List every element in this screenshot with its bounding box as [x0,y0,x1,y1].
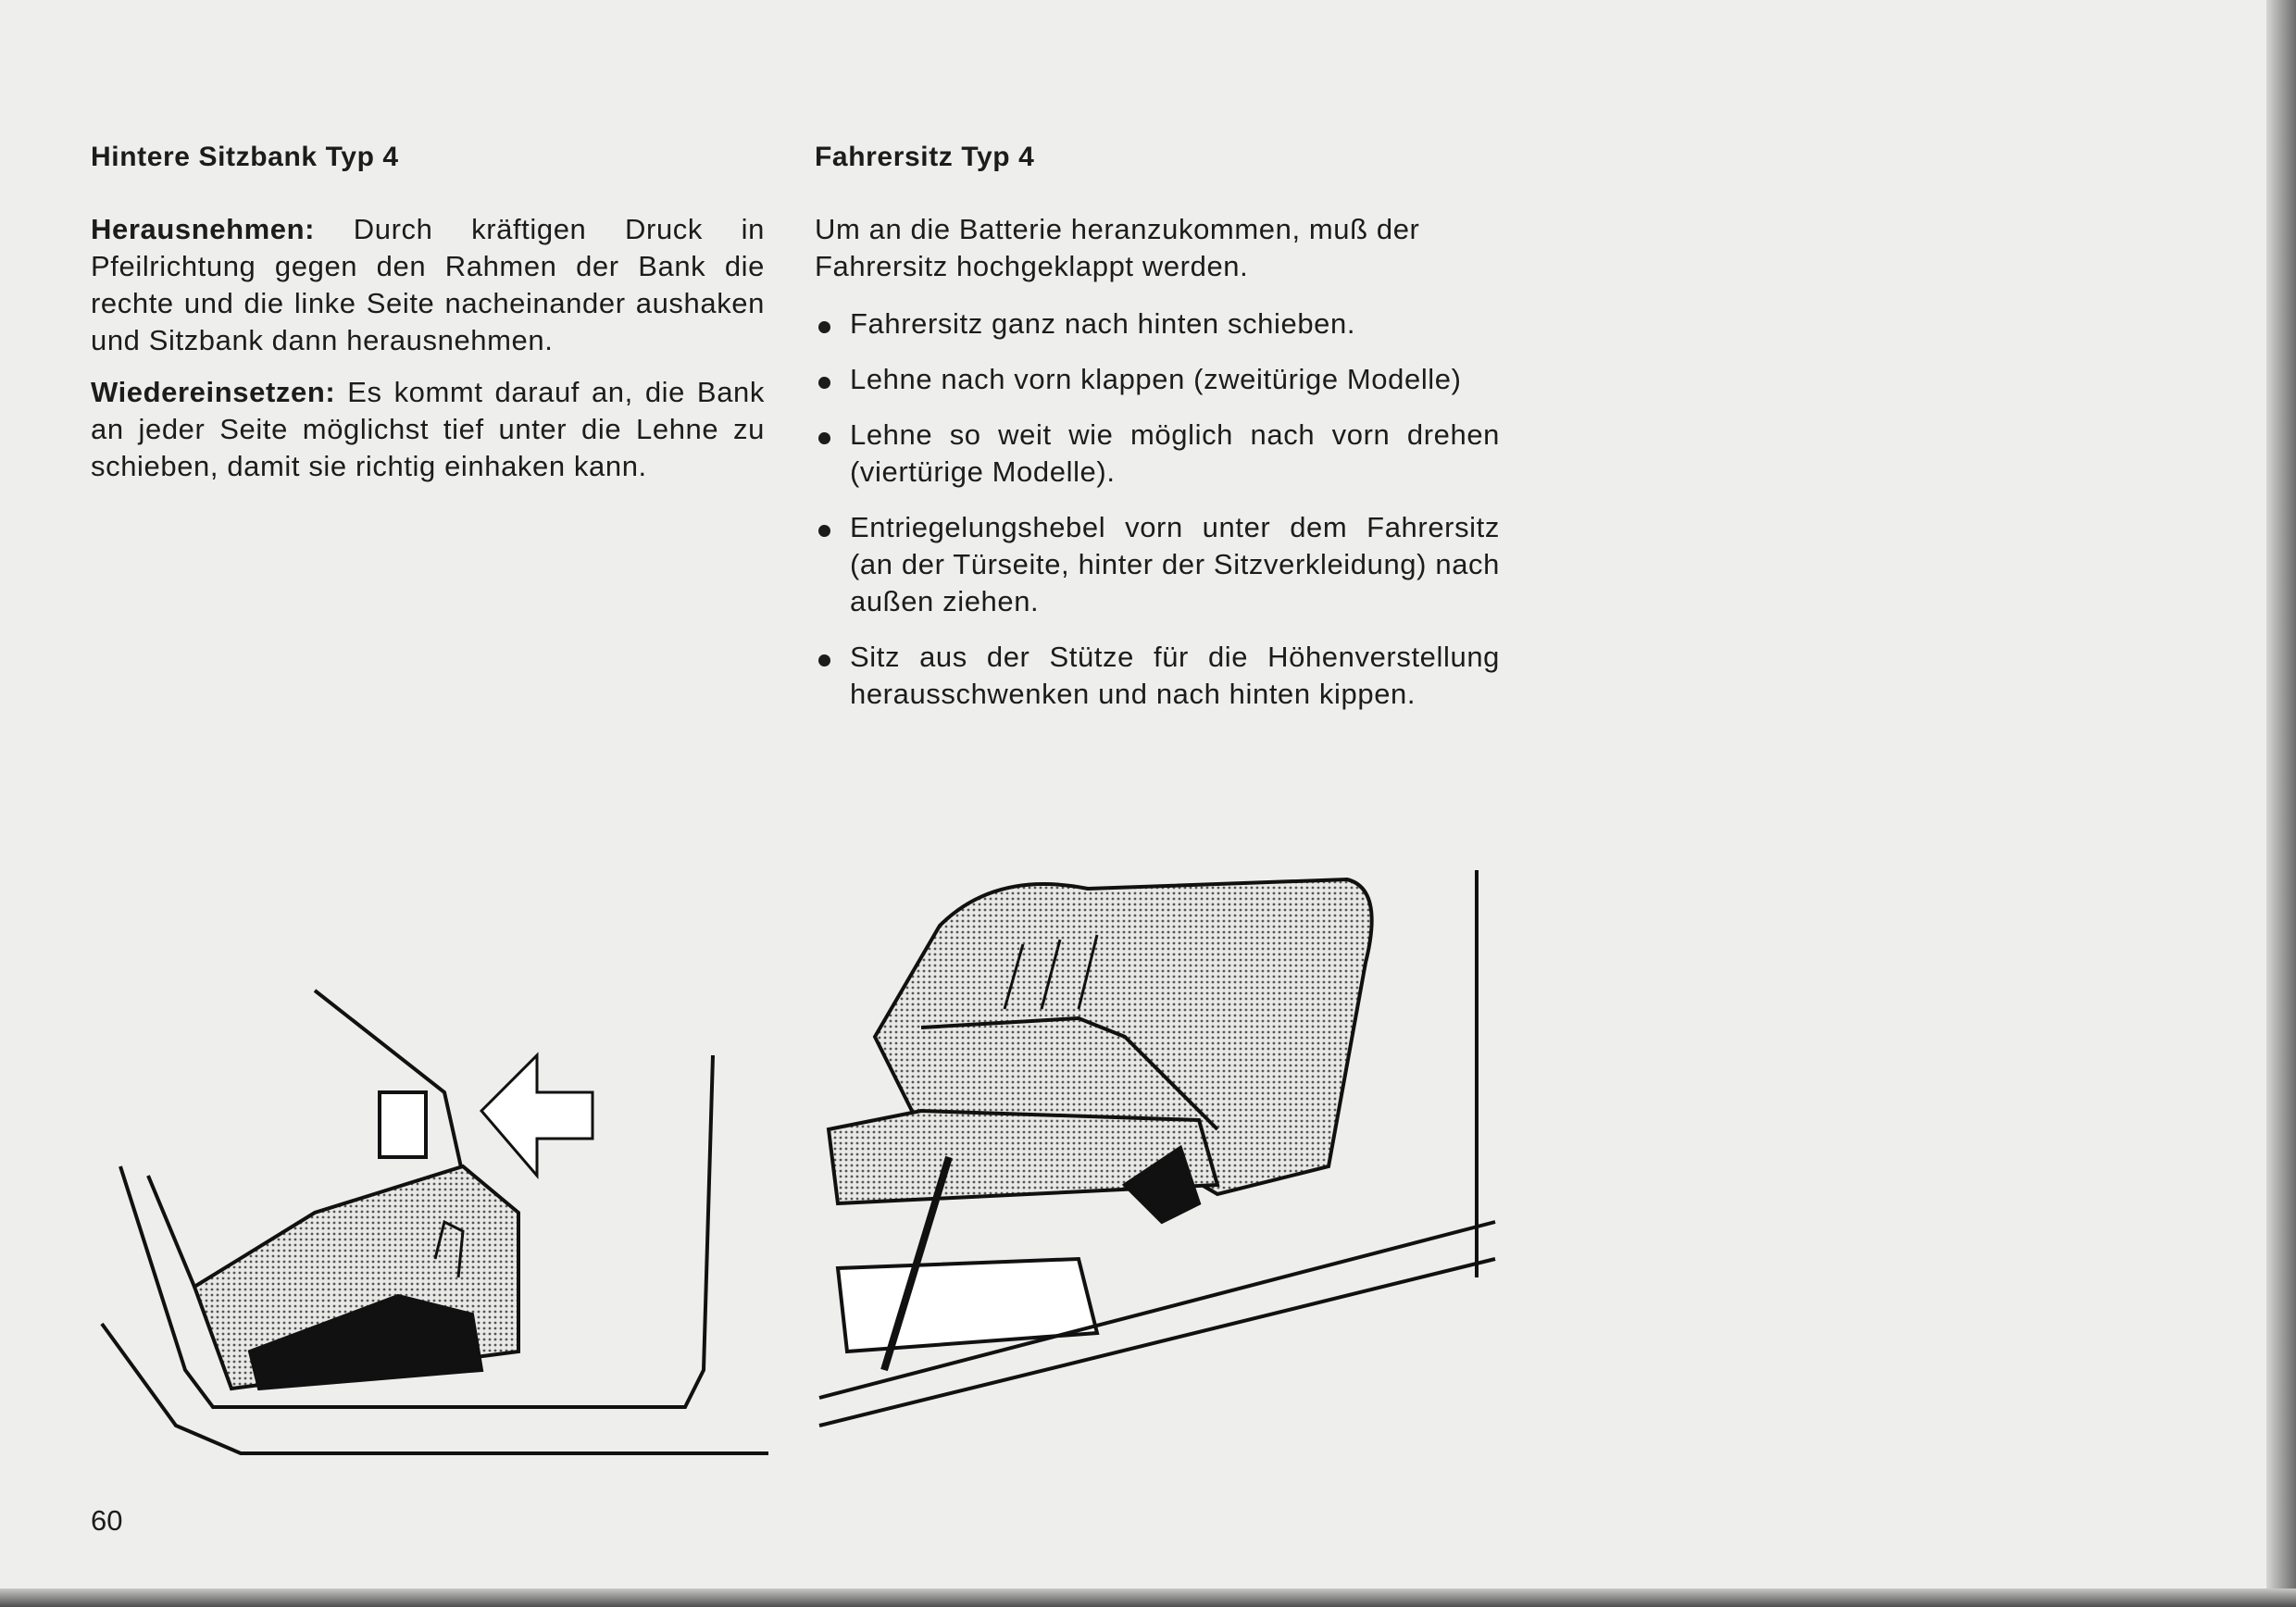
label-remove: Herausnehmen: [91,213,316,245]
steps-list [815,305,1500,713]
right-column [815,139,1500,731]
left-column [91,139,765,500]
driver-seat-illustration [810,852,1514,1444]
list-item: Sitz aus der Stütze für die Höhenverstellung herausschwenken und nach hinten kippen. [815,639,1500,713]
paragraph-remove [91,211,765,359]
text-remove: Durch kräftigen Druck in Pfeilrichtung gegen den Rahmen der Bank die rechte und die linke Seite nacheinander aushaken und Sitzbank dann herausnehmen. [91,213,765,356]
section-heading-driver-seat: Fahrersitz Typ 4 [815,142,1035,172]
page-edge-shadow [2266,0,2296,1607]
page-bottom-shadow [0,1588,2296,1607]
page-number: 60 [91,1504,123,1537]
intro-paragraph: Um an die Batterie heranzukommen, muß der Fahrersitz hochgeklappt werden. [815,213,1420,282]
paragraph-reinstall [91,374,765,485]
list-item: Entriegelungshebel vorn unter dem Fahrersitz (an der Türseite, hinter der Sitzverkleidung) nach außen ziehen. [815,509,1500,620]
rear-seat-illustration [93,981,778,1481]
text-reinstall: Es kommt darauf an, die Bank an jeder Seite möglichst tief unter die Lehne zu schieben, damit sie richtig einhaken kann. [91,376,765,482]
list-item: Fahrersitz ganz nach hinten schieben. [815,305,1500,343]
section-heading-rear-seat: Hintere Sitzbank Typ 4 [91,142,399,172]
list-item: Lehne nach vorn klappen (zweitürige Modelle) [815,361,1500,398]
list-item: Lehne so weit wie möglich nach vorn drehen (viertürige Modelle). [815,417,1500,491]
label-reinstall: Wiedereinsetzen: [91,376,336,408]
